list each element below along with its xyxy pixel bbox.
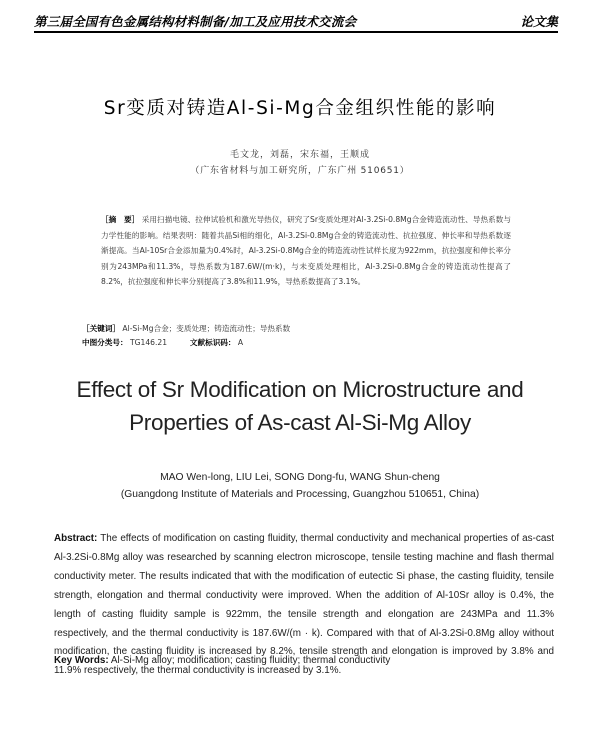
- cn-keywords-label: ［关键词］: [82, 324, 120, 333]
- en-keywords-label: Key Words:: [54, 655, 109, 666]
- cn-abstract-label: ［摘 要］: [101, 215, 140, 224]
- cn-class-value: TG146.21: [129, 338, 168, 347]
- cn-doc-code-label: 文献标识码：: [189, 338, 236, 347]
- en-title-line-1: Effect of Sr Modification on Microstructure and: [76, 377, 524, 402]
- en-title: [0, 373, 600, 439]
- section-name: 论文集: [520, 14, 558, 29]
- en-affiliation: (Guangdong Institute of Materials and Processing, Guangzhou 510651, China): [120, 489, 480, 500]
- cn-affiliation: （广东省材料与加工研究所，广东广州 510651）: [190, 166, 410, 176]
- en-keywords: [54, 655, 554, 666]
- cn-authors: 毛文龙，刘磊，宋东福，王顺成: [229, 150, 370, 160]
- cn-title: Sr变质对铸造Al-Si-Mg合金组织性能的影响: [103, 98, 497, 119]
- cn-abstract: [101, 212, 511, 290]
- en-authors: MAO Wen-long, LIU Lei, SONG Dong-fu, WANG Shun-cheng: [160, 472, 440, 483]
- cn-abstract-text: 采用扫描电镜、拉伸试验机和激光导热仪，研究了Sr变质处理对Al-3.2Si-0.8Mg合金铸造流动性、导热系数与力学性能的影响。结果表明：随着共晶Si相的细化，Al-3.2Si-0.8Mg合金的铸造流动性、抗拉强度、伸长率和导热系数逐渐提高。当Al-10Sr合金添加量为0.4%时，Al-3.2Si-0.8Mg合金的铸造流动性试样长度为922mm，抗拉强度和伸长率分别为243MPa和11.3%，导热系数为187.6W/(m·k)，与未变质处理相比，Al-3.2Si-0.8Mg合金的铸造流动性提高了8.2%，抗拉强度和伸长率分别提高了3.8%和11.9%，导热系数提高了3.1%。: [101, 215, 512, 286]
- en-abstract-text: The effects of modification on casting fluidity, thermal conductivity and mechanical properties of as-cast Al-3.2Si-0.8Mg alloy was researched by scanning electron microscope, tensile testing machine and flash thermal conductivity meter. The results indicated that with the modification of eutectic Si phase, the casting fluidity, tensile strength, elongation and thermal conductivity were improved. When the addition of Al-10Sr alloy is 0.4%, the length of casting fluidity sample is 922mm, the tensile strength and elongation are 243MPa and 11.3% respectively, and the thermal conductivity is 187.6W/(m · k). Compared with that of Al-3.2Si-0.8Mg alloy without modification, the casting fluidity is increased by 8.2%, tensile strength and elongation is improved by 3.8% and 11.9% respectively, the thermal conductivity is increased by 3.1%.: [54, 533, 554, 677]
- cn-classification: [82, 336, 522, 350]
- cn-keywords-text: Al-Si-Mg合金；变质处理；铸造流动性；导热系数: [122, 324, 291, 333]
- en-abstract-label: Abstract:: [54, 533, 98, 544]
- running-header: [34, 8, 558, 32]
- en-title-line-2: Properties of As-cast Al-Si-Mg Alloy: [129, 410, 471, 435]
- en-keywords-text: Al-Si-Mg alloy; modification; casting fluidity; thermal conductivity: [110, 655, 391, 666]
- cn-keywords: [82, 322, 522, 336]
- cn-class-label: 中图分类号：: [82, 338, 128, 347]
- cn-doc-code-value: A: [237, 338, 244, 347]
- header-rule: [34, 31, 558, 33]
- journal-name: 第三届全国有色金属结构材料制备/加工及应用技术交流会: [34, 14, 357, 29]
